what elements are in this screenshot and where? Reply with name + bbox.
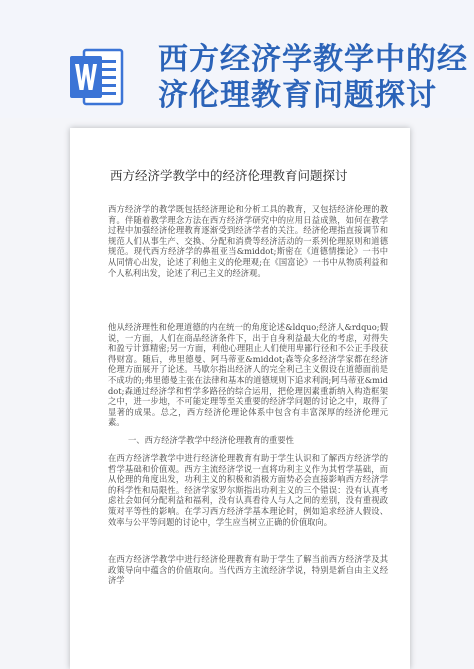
paragraph-4: 在西方经济学教学中进行经济伦理教育有助于学生了解当前西方经济学及其政策导向中蕴含的价值取向。当代西方主流经济学说，特别是新自由主义经济学 [108, 554, 388, 586]
word-icon [70, 46, 126, 108]
paragraph-2: 他从经济理性和伦理道德的内在统一的角度论述&ldquo;经济人&rdquo;假说，一方面，人们在商品经济条件下，出于自身利益最大化的考虑，对得失和盈亏计算精密;另一方面，利他心理阻止人们使用卑鄙行径和不公正手段获得财富。随后，弗里德曼、阿马蒂亚&middot;森等众多经济学家都在经济伦理方面展开了论述。马歇尔指出经济人的完全利己主义假设在道德面前是不成功的;弗里德曼主张在法律和基本的道德规则下追求利润;阿马蒂亚&middot;森通过经济学和哲学多路径的综合运用，把伦理因素重新纳入构造框架之中，进一步地，不可能定理等至关重要的经济学问题的讨论之中，取得了显著的成果。总之，西方经济伦理论体系中包含有丰富深厚的经济伦理元素。 [108, 322, 388, 428]
section-heading: 一、西方经济学教学中经济伦理教育的重要性 [128, 435, 294, 445]
paragraph-3: 在西方经济学教学中进行经济伦理教育有助于学生认识和了解西方经济学的哲学基础和价值观。西方主流经济学说一直将功利主义作为其哲学基础，而从伦理的角度出发，功利主义的积极和消极方面势必会直接影响西方经济学的科学性和局限性。经济学家罗尔斯指出功利主义的三个错误：没有认真考虑社会如何分配利益和福利，没有认真看待人与人之间的差别，没有重视政策对平等性的影响。在学习西方经济学基本理论时，例如追求经济人假设、效率与公平等问题的讨论中，学生应当树立正确的价值取向。 [108, 453, 388, 527]
paragraph-1: 西方经济学的教学既包括经济理论和分析工具的教育，又包括经济伦理的教育。伴随着教学理念方法在西方经济学研究中的应用日益成熟，如何在教学过程中加强经济伦理教育逐渐受到经济学者的关注。经济伦理指直接调节和规范人们从事生产、交换、分配和消费等经济活动的一系列伦理原则和道德规范。现代西方经济学的鼻祖亚当&middot;斯密在《道德情操论》一书中从同情心出发，论述了利他主义的伦理观;在《国富论》一书中从物质利益和个人私利出发，论述了利己主义的经济观。 [108, 204, 388, 278]
document-title: 西方经济学教学中的经济伦理教育问题探讨 [110, 168, 348, 183]
document-page [70, 128, 410, 669]
header-title-line2: 济伦理教育问题探讨 [158, 78, 437, 113]
header-title-line1: 西方经济学教学中的经 [158, 42, 468, 77]
page-header [0, 0, 474, 118]
